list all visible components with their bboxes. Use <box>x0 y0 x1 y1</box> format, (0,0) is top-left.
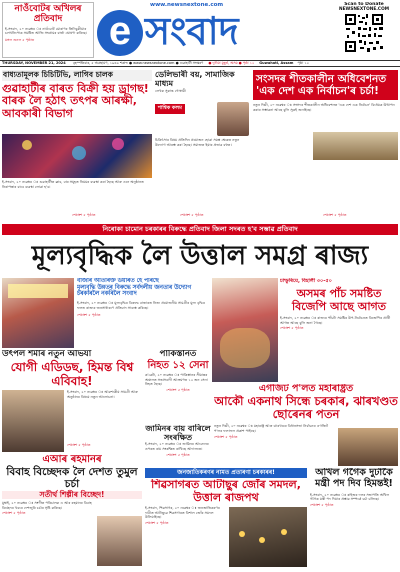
story-health-column: শাশ্বিক কলম <box>155 104 185 114</box>
story-assam-dateline: চাম্ফুৰিয়ে, বিহালী ৩০-৫০ <box>280 278 332 284</box>
protest-photo-2 <box>212 278 278 382</box>
story-health-author: লেখক সুকান্ত গোস্বামী <box>155 89 186 94</box>
story-drugs-kicker: বাধ্যতামূলক চিচিটিভি, লাগিব চালক <box>2 70 152 81</box>
price-bullet: মূল্যবৃদ্ধি উন্নতৰ বিৰুদ্ধে সৰ্বদলীয় জনতাৰ উদ্যোগ <box>77 284 192 291</box>
dateline-date: THURSDAY, NOVEMBER 21, 2024 <box>2 61 66 65</box>
story-gogoi-text: ই-সংবাদ, ২০ নৱেম্বৰ ঃ ৰাইজৰ দলৰ সভাপতি অখিল গগৈক মন্ত্ৰী পদ দিয়াৰ প্ৰস্তাৱ সম্পৰ্কে চৰ্চা চলিছে। <box>310 492 389 502</box>
story-health-more[interactable]: শেষাংশ ৫ পৃষ্ঠাত <box>180 213 204 217</box>
story-sivasagar-more[interactable]: শেষাংশ ৫ পৃষ্ঠাত <box>145 521 169 526</box>
story-ar-text: মুম্বাই, ২০ নৱেম্বৰ ঃ সংগীত পৰিচালক এ আৰ ৰহমানৰ বিবাহ বিচ্ছেদৰ খবৰে দেশজুৰি চৰ্চাৰ সৃষ্টি কৰিছে। <box>2 501 92 510</box>
story-drugs-more[interactable]: শেষাংশ ৫ পৃষ্ঠাত <box>72 213 96 217</box>
story-maha-kicker: এগজিট প'লত মহাৰাষ্ট্ৰত <box>258 384 354 394</box>
top-left-text: ই-সংবাদ, ২০ নৱেম্বৰ ঃ নাওঁবোট মোৰাণৰ তিনিচুকীয়াৰ চলখনিপোক সমষ্টিত আজি সংগ্ৰামৰ বাৰ্তা ঘোষণা কৰিছে। <box>5 26 87 36</box>
parliament-photo <box>313 132 398 160</box>
dateline-issue: বৃহস্পতিবাৰ, ৫ অগ্ৰহায়ণ, ১৯৪৬ শকাব্দ ● www.newsnextone.com ● গুৱাহাটী সংস্কৰণ <box>72 61 204 65</box>
story-gogoi-headline: অখিল গগৈক দুটাকৈ মন্ত্ৰী পদ দিব হিমন্তই! <box>315 468 393 489</box>
ar-photo <box>97 516 142 566</box>
story-parliament-text: নতুন দিল্লী, ২০ নৱেম্বৰ ঃ সংসদৰ শীতকালীন অধিবেশনত 'এক দেশ এক নিৰ্বাচন' বিধেয়ক উত্থাপন কৰাৰ সম্ভাৱনা আছে বুলি সূত্ৰই জনাইছে। <box>253 103 395 112</box>
top-left-box <box>2 2 94 58</box>
story-drugs-headline: গুৱাহাটীৰ বাৰত বিক্ৰী হয় ড্ৰাগছ! বাৰক লৈ হঠাৎ তৎপৰ আৰক্ষী, আবকাৰী বিভাগ <box>2 81 149 120</box>
story-health[interactable] <box>155 70 250 222</box>
qr-site: NEWSNEXTONE.COM <box>338 7 390 12</box>
logo-e-icon: e <box>97 10 143 56</box>
story-gogoi[interactable] <box>310 468 398 570</box>
qr-code-icon[interactable] <box>344 13 384 53</box>
blue-banner: জনজাতিকৰণৰ নামত প্ৰতাৰণা চৰকাৰৰ! <box>145 468 307 478</box>
story-pak-kicker: পাকিস্তানত <box>159 350 197 359</box>
story-assam-more[interactable]: শেষাংশ ৫ পৃষ্ঠাত <box>280 326 304 331</box>
dateline-mid: ● দুনীয়া মুহূৰ্ত, অসম ● পৃষ্ঠা ১২ <box>208 61 255 65</box>
story-sivasagar[interactable] <box>145 479 307 570</box>
dateline-place: Guwahati, Assam <box>259 61 294 65</box>
maha-photo <box>338 428 398 466</box>
story-health-text: চিকিৎসাৰ বিষয় প্ৰতিদিন প্ৰয়োজন হোৱা সমস্ত ক্ষেত্ৰত নতুন উদ্যোগ আৰম্ভ কৰা হৈছে। সমাজত ইয়াৰ প্ৰভাৱ বহুত। <box>155 138 240 147</box>
price-bullet: চৰকাৰলৈ নকৰিলৈ সংবাদ <box>77 291 137 298</box>
story-pak-more[interactable]: শেষাংশ ৫ পৃষ্ঠাত <box>166 388 190 393</box>
story-gogoi-more[interactable]: শেষাংশ ৫ পৃষ্ঠাত <box>310 503 334 508</box>
story-ar-sub: সতীৰ্থ শিল্পীৰ বিচ্ছেদ! <box>2 491 142 500</box>
story-sivasagar-text: ই-সংবাদ, শিৱসাগৰ, ২০ নৱেম্বৰ ঃ জনজাতিকৰণৰ দাবীত আটাছুৱে শিৱসাগৰত বিশাল জোঁৰ সমদল উলিয়াইছে। <box>145 506 220 520</box>
story-ar[interactable] <box>2 454 142 570</box>
protest-photo-1 <box>2 278 74 348</box>
story-bail-text: ই-সংবাদ, ২০ নৱেম্বৰ ঃ জামিনৰ আবেদনৰ ওপৰত ৰায় সংৰক্ষিত ৰাখিছে আদালতে। <box>145 442 209 451</box>
story-ar-headline: বিবাহ বিচ্ছেদক লৈ দেশত তুমুল চৰ্চা <box>6 465 138 490</box>
story-maha-more[interactable]: শেষাংশ ৫ পৃষ্ঠাত <box>214 434 238 439</box>
story-ulfa-headline: যোগী এডিডছ, হিমন্ত বিশ্ব এবিবাহ! <box>10 359 134 388</box>
story-drugs-text: ই-সংবাদ, ২০ নৱেম্বৰ ঃ গুৱাহাটীত ক্লাব, বাৰ সমূহত নিয়মৰ ব্যৱস্থা কৰা হৈছে আৰু এনে অনুষ্ঠানত নিৰাপত্তাৰ বাবে ব্যৱস্থা লোৱা হ'ব। <box>2 180 144 189</box>
story-pak-text: ক'ৱেটা, ২০ নৱেম্বৰ ঃ পাকিস্তানৰ সীমান্তৰ অঞ্চলত সন্ত্ৰাসবাদী আক্ৰমণত ১২ জন সেনা নিহত হৈছে। <box>145 373 208 387</box>
story-ar-kicker: এআৰ ৰহমানৰ <box>42 454 102 465</box>
story-price-text: ই-সংবাদ, ২০ নৱেম্বৰ ঃ মূল্যবৃদ্ধিৰ বিৰুদ্ধে বাজাৰত নিত্য প্ৰয়োজনীয় সামগ্ৰীৰ মূল্য বৃদ্ধিৰ ফলত ৰাজ্যৰ জনসাধাৰণে প্ৰতিবাদ সাব্যস্ত কৰিছে। <box>77 300 205 310</box>
story-parliament[interactable] <box>253 70 398 222</box>
story-parliament-headline: সংসদৰ শীতকালীন অধিবেশনত 'এক দেশ এক নিৰ্বাচন'ৰ চৰ্চা! <box>253 70 398 100</box>
story-health-headline: ডেলিভাৰী বয়, সামাজিক মাধ্যম <box>155 70 235 89</box>
story-price-more[interactable]: শেষাংশ ৫ পৃষ্ঠাত <box>77 313 101 318</box>
top-left-more[interactable]: মঙ্গল শুনল ৫ পৃষ্ঠাত <box>5 37 35 42</box>
dateline-pages: পৃষ্ঠা ১২ <box>297 61 309 65</box>
qr-box <box>330 2 398 58</box>
author-photo <box>217 102 249 136</box>
sivasagar-photo <box>229 507 307 567</box>
story-ulfa-text: ই-সংবাদ, ২০ নৱেম্বৰ ঃ আৱশ্যকীয় সামগ্ৰী আৰু অনুষ্ঠানৰ বিষয়ে নতুন আলোচনা। <box>67 390 138 399</box>
website-url[interactable]: www.newsnextone.com <box>150 2 224 8</box>
dateline-bar <box>0 60 400 67</box>
story-pak[interactable] <box>145 350 211 422</box>
lead-headline: মূল্যবৃদ্ধিক লৈ উত্তাল সমগ্ৰ ৰাজ্য <box>31 241 369 271</box>
story-ar-more[interactable]: শেষাংশ ৫ পৃষ্ঠাত <box>2 511 26 516</box>
qr-title: Scan to Donate <box>344 2 384 7</box>
story-sivasagar-headline: শিৱসাগৰত আটাছুৰ জোঁৰ সমদল, উত্তাল ৰাজপথ <box>151 479 301 504</box>
story-ulfa-more[interactable]: শেষাংশ ৫ পৃষ্ঠাত <box>67 443 91 447</box>
logo-word: সংবাদ <box>145 9 239 53</box>
story-parliament-more[interactable]: শেষাংশ ৫ পৃষ্ঠাত <box>323 213 347 217</box>
red-banner: নিৰোকা চামোন চৰকাৰৰ বিৰুদ্ধে প্ৰতিবাদ জিলা সদৰত হ'ব সম্ভাৱ প্ৰতিবাদ <box>2 224 398 235</box>
logo[interactable] <box>97 8 321 58</box>
price-bullet: বাজাৰ অতিৰিক্ত ডয়াৰত হৈ পৰিছে <box>77 278 159 284</box>
story-ulfa-kicker: উৎপল শৰ্মাৰ নতুন অভিযা <box>2 350 92 359</box>
story-pak-headline: নিহত ১২ সেনা <box>147 359 209 371</box>
story-maha[interactable] <box>214 384 398 466</box>
story-drugs[interactable] <box>2 70 152 222</box>
story-bail-more[interactable]: শেষাংশ ৫ পৃষ্ঠাত <box>166 452 190 457</box>
story-assam-headline: অসমৰ পাঁচ সমষ্টিত বিজেপি আছে আগত <box>291 287 386 313</box>
story-maha-headline: আকৌ একনাথ সিন্ধে চৰকাৰ, ঝাৰখণ্ডত ছোৰেনৰ পতন <box>214 393 398 422</box>
story-maha-text: নতুন দিল্লী, ২০ নৱেম্বৰ ঃ মহাৰাষ্ট্ৰ আৰু ঝাৰখণ্ডৰ বিধানসভা নিৰ্বাচনৰ এগজিট প'লৰ ফলাফল প্ৰকাশ পাইছে। <box>214 424 329 433</box>
story-bail[interactable] <box>145 424 211 466</box>
story-bail-headline: জামিনৰ বায় বাৰিলে সংৰক্ষিত <box>145 424 211 443</box>
story-ulfa[interactable] <box>2 350 142 452</box>
ulfa-photo <box>2 390 64 452</box>
top-left-headline: নাওঁবোটৰ অখিলৰ প্ৰতিবাদ <box>14 4 82 25</box>
story-assam[interactable] <box>280 278 398 382</box>
story-assam-text: ই-সংবাদ, ২০ নৱেম্বৰ ঃ ৰাজ্যৰ পাঁচটা সমষ্টিৰ উপ-নিৰ্বাচনত বিজেপিৰ প্ৰাৰ্থী আগত আছে বুলি জনা গৈছে। <box>280 316 391 325</box>
story-drugs-photo <box>2 134 152 178</box>
